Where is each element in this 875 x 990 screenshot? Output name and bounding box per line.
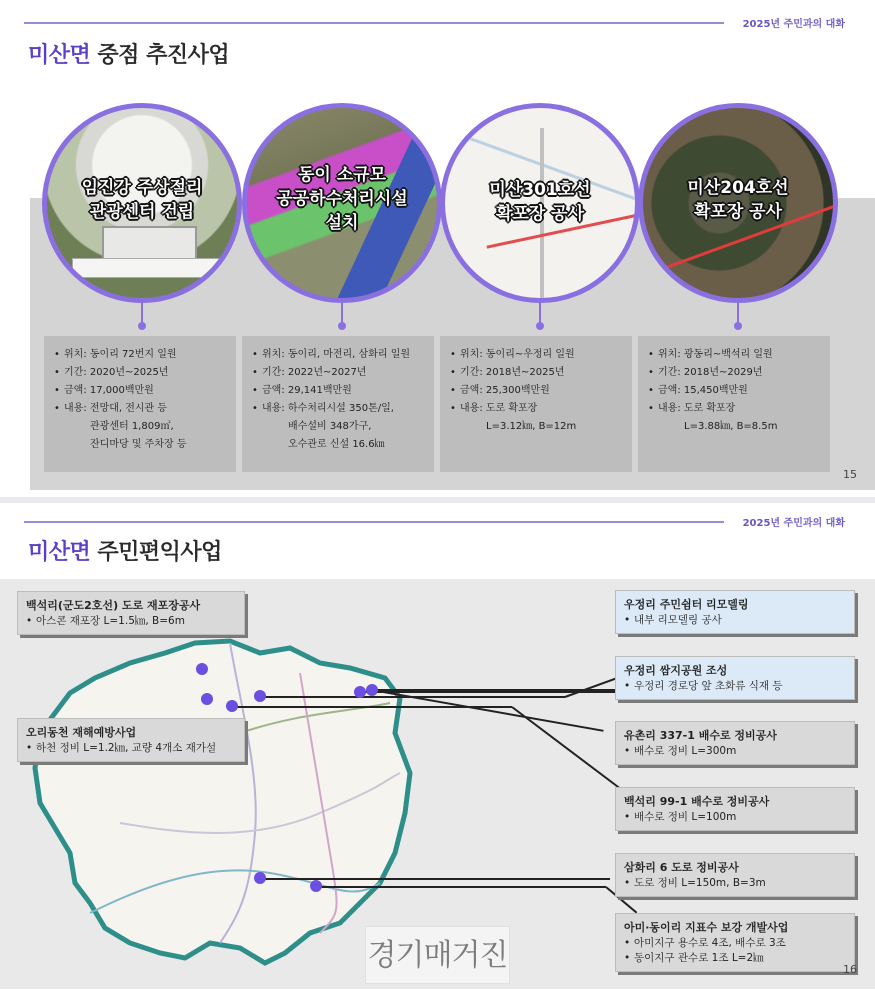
connector-dot [536, 322, 544, 330]
project-box-item: • 배수로 정비 L=100m [624, 810, 846, 825]
info-content: • 내용: 도로 확포장 [450, 400, 624, 418]
connector-dot [734, 322, 742, 330]
project-title: 미산204호선 확포장 공사 [687, 178, 789, 222]
header-rule [24, 521, 724, 523]
project-box-title: 우정리 쌈지공원 조성 [624, 664, 728, 677]
info-budget: • 금액: 29,141백만원 [252, 382, 426, 400]
header-rule [24, 22, 724, 24]
info-content: • 내용: 하수처리시설 350톤/일, [252, 400, 426, 418]
project-info-box [44, 336, 236, 472]
project-photo-tourism-center [42, 103, 242, 303]
info-budget: • 금액: 25,300백만원 [450, 382, 624, 400]
project-box [615, 721, 855, 765]
project-title: 동이 소규모 공공하수처리시설 설치 [276, 165, 408, 233]
info-content: • 내용: 전망대, 전시관 등 [54, 400, 228, 418]
slide-resident-convenience [0, 503, 875, 990]
project-box-title: 백석리 99-1 배수로 정비공사 [624, 795, 770, 808]
info-period: • 기간: 2018년~2025년 [450, 364, 624, 382]
site-marker [196, 663, 208, 675]
site-marker [254, 872, 266, 884]
project-map-route-301 [440, 103, 640, 303]
project-title: 미산301호선 확포장 공사 [489, 180, 591, 224]
leader-line [316, 886, 606, 888]
project-box [615, 656, 855, 700]
project-box-item: • 배수로 정비 L=300m [624, 744, 846, 759]
project-title: 임진강 주상절리 관광센터 건립 [81, 178, 203, 222]
site-marker [310, 880, 322, 892]
project-info-box [440, 336, 632, 472]
page-number: 16 [843, 963, 857, 976]
project-box-title: 백석리(군도2호선) 도로 재포장공사 [26, 599, 201, 612]
connector-dot [338, 322, 346, 330]
project-info-box [638, 336, 830, 472]
info-location: • 위치: 동이리 72번지 일원 [54, 346, 228, 364]
event-tag: 2025년 주민과의 대화 [742, 19, 845, 30]
info-content-cont: 오수관로 신설 16.6㎞ [288, 439, 385, 450]
info-content-cont: L=3.88㎞, B=8.5m [684, 421, 778, 432]
project-box-item: • 동이지구 관수로 1조 L=2㎞ [624, 951, 846, 966]
title-region: 미산면 [28, 540, 91, 565]
info-location: • 위치: 광동리~백석리 일원 [648, 346, 822, 364]
project-box-item: • 우정리 경로당 앞 초화류 식재 등 [624, 679, 846, 694]
title-subject: 중점 추진사업 [90, 43, 230, 68]
site-marker [226, 700, 238, 712]
info-period: • 기간: 2022년~2027년 [252, 364, 426, 382]
info-content-cont: 배수설비 348가구, [288, 421, 372, 432]
info-content-cont: L=3.12㎞, B=12m [486, 421, 577, 432]
project-box-item: • 하천 정비 L=1.2㎞, 교량 4개소 재가설 [26, 741, 236, 756]
site-marker [254, 690, 266, 702]
project-box [17, 718, 245, 762]
project-map-route-204 [638, 103, 838, 303]
title-region: 미산면 [28, 43, 91, 68]
publisher-watermark: 경기매거진 [365, 926, 510, 984]
info-budget: • 금액: 17,000백만원 [54, 382, 228, 400]
info-period: • 기간: 2018년~2029년 [648, 364, 822, 382]
project-info-box [242, 336, 434, 472]
connector-dot [138, 322, 146, 330]
building-base-shape [72, 258, 222, 278]
info-budget: • 금액: 15,450백만원 [648, 382, 822, 400]
project-photo-sewage-plant [242, 103, 442, 303]
project-box-item: • 도로 정비 L=150m, B=3m [624, 876, 846, 891]
info-content-cont: 잔디마당 및 주차장 등 [90, 439, 187, 450]
site-marker [201, 693, 213, 705]
event-tag: 2025년 주민과의 대화 [742, 518, 845, 529]
project-box-title: 삼화리 6 도로 정비공사 [624, 861, 739, 874]
site-marker [366, 684, 378, 696]
page-number: 15 [843, 468, 857, 481]
project-box [615, 787, 855, 831]
project-box-title: 우정리 주민쉼터 리모델링 [624, 598, 749, 611]
project-box-item: • 아미지구 용수로 4조, 배수로 3조 [624, 936, 846, 951]
project-box-title: 아미·동이리 지표수 보강 개발사업 [624, 921, 789, 934]
project-box-item: • 내부 리모델링 공사 [624, 613, 846, 628]
info-period: • 기간: 2020년~2025년 [54, 364, 228, 382]
page-title [28, 38, 229, 69]
info-content-cont: 관광센터 1,809㎡, [90, 421, 174, 432]
project-box-title: 유촌리 337-1 배수로 정비공사 [624, 729, 777, 742]
page-title [28, 535, 222, 566]
info-content: • 내용: 도로 확포장 [648, 400, 822, 418]
project-box-item: • 아스콘 재포장 L=1.5㎞, B=6m [26, 614, 236, 629]
project-box [615, 913, 855, 972]
project-box-title: 오리동천 재해예방사업 [26, 726, 137, 739]
info-location: • 위치: 동이리, 마전리, 삼화리 일원 [252, 346, 426, 364]
site-marker [354, 686, 366, 698]
project-box [615, 853, 855, 897]
project-box [17, 591, 245, 635]
project-box [615, 590, 855, 634]
title-subject: 주민편익사업 [90, 540, 222, 565]
info-location: • 위치: 동이리~우정리 일원 [450, 346, 624, 364]
